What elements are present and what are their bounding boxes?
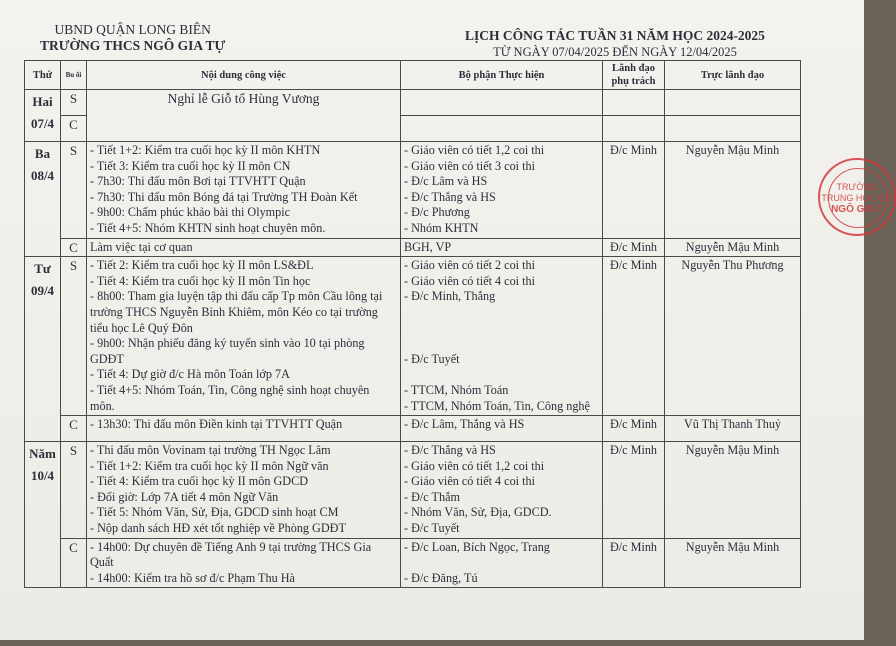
content-cell: Làm việc tại cơ quan: [87, 238, 401, 257]
dept-line: - Đ/c Tuyết: [404, 521, 460, 536]
table-row: [25, 238, 801, 257]
day-date: 08/4: [30, 168, 55, 183]
task-line: - Tiết 4+5: Nhóm KHTN sinh hoạt chuyên môn.: [90, 220, 326, 235]
dept-line: [404, 321, 599, 337]
dept-line: - Đ/c Minh, Thắng: [404, 289, 496, 304]
task-line: - Tiết 4: Dự giờ đ/c Hà môn Toán lớp 7A: [90, 367, 290, 382]
schedule-table: [24, 60, 801, 588]
session-cell: C: [61, 538, 87, 588]
duty-cell: Nguyễn Mậu Minh: [665, 538, 801, 588]
duty-cell: Nguyễn Mậu Minh: [665, 142, 801, 239]
school-name: TRƯỜNG THCS NGÔ GIA TỰ: [40, 38, 226, 53]
content-cell: [87, 538, 401, 588]
table-row: [25, 142, 801, 239]
col-day: Thứ: [25, 61, 61, 90]
duty-cell: Vũ Thị Thanh Thuỷ: [665, 416, 801, 442]
session-cell: S: [61, 442, 87, 539]
duty-cell: Nguyễn Mậu Minh: [665, 442, 801, 539]
dept-cell: [401, 442, 603, 539]
dept-line: - TTCM, Nhóm Toán: [404, 382, 509, 397]
duty-cell: Nguyễn Mậu Minh: [665, 238, 801, 257]
dept-line: [404, 305, 599, 321]
task-line: - Tiết 5: Nhóm Văn, Sử, Địa, GDCD sinh hoạt CM: [90, 505, 339, 520]
task-line: - 8h00: Tham gia luyện tập thi đấu cấp Tp môn Cầu lông tại trường THCS Nguyễn Bỉnh Khiêm, môn Kéo co tại trường tiểu học Lê Quý Đôn: [90, 289, 383, 335]
task-line: - Thi đấu môn Vovinam tại trường TH Ngọc Lâm: [90, 443, 331, 458]
table-row: [25, 416, 801, 442]
task-line: - Tiết 3: Kiểm tra cuối học kỳ II môn CN: [90, 158, 291, 173]
dept-cell: - Đ/c Lâm, Thắng và HS: [401, 416, 603, 442]
content-cell: - 13h30: Thi đấu môn Điền kinh tại TTVHTT Quận: [87, 416, 401, 442]
task-line: - 9h00: Chấm phúc khảo bài thi Olympic: [90, 205, 291, 220]
dept-cell: [401, 90, 603, 116]
lead-cell: Đ/c Minh: [603, 257, 665, 416]
dept-cell: [401, 142, 603, 239]
lead-cell: Đ/c Minh: [603, 142, 665, 239]
day-cell: [25, 90, 61, 142]
task-line: - Tiết 4+5: Nhóm Toán, Tin, Công nghệ sinh hoạt chuyên môn.: [90, 382, 370, 413]
schedule-title: LỊCH CÔNG TÁC TUẦN 31 NĂM HỌC 2024-2025: [465, 28, 765, 43]
duty-cell: Nguyễn Thu Phương: [665, 257, 801, 416]
dept-line: - Đ/c Đăng, Tú: [404, 570, 478, 585]
lead-cell: Đ/c Minh: [603, 238, 665, 257]
dept-line: - Đ/c Thắm: [404, 489, 460, 504]
seal-inner-ring: [828, 168, 888, 228]
schedule-header: [455, 28, 775, 60]
day-cell: [25, 142, 61, 257]
day-name: Hai: [32, 94, 53, 109]
content-cell: [87, 442, 401, 539]
day-name: Ba: [34, 146, 51, 161]
content-cell: [87, 142, 401, 239]
session-cell: S: [61, 257, 87, 416]
dept-cell: [401, 538, 603, 588]
dept-line: - Đ/c Thắng và HS: [404, 443, 496, 458]
task-line: - Tiết 4: Kiểm tra cuối học kỳ II môn GDCD: [90, 474, 308, 489]
session-cell: C: [61, 416, 87, 442]
seal-school-name: NGÔ GIA T: [831, 204, 883, 215]
dept-line: - Đ/c Loan, Bích Ngọc, Trang: [404, 539, 550, 554]
dept-line: - TTCM, Nhóm Toán, Tin, Công nghệ: [404, 398, 590, 413]
dept-cell: BGH, VP: [401, 238, 603, 257]
day-date: 07/4: [30, 116, 55, 131]
lead-cell: [603, 116, 665, 142]
task-line: - Tiết 4: Kiểm tra cuối học kỳ II môn Tin học: [90, 273, 311, 288]
dept-line: - Nhóm KHTN: [404, 220, 479, 235]
dept-cell: [401, 116, 603, 142]
content-cell: Nghỉ lễ Giỗ tổ Hùng Vương: [87, 90, 401, 142]
day-date: 10/4: [30, 468, 55, 484]
dept-line: - Đ/c Phương: [404, 205, 470, 220]
seal-text: TRUNG HỌC CƠ: [821, 193, 893, 203]
day-cell: [25, 257, 61, 442]
day-date: 09/4: [30, 283, 55, 299]
duty-cell: [665, 90, 801, 116]
lead-cell: Đ/c Minh: [603, 538, 665, 588]
col-content: Nội dung công việc: [87, 61, 401, 90]
session-cell: S: [61, 142, 87, 239]
duty-cell: [665, 116, 801, 142]
header-row: [25, 61, 801, 90]
dept-line: - Nhóm Văn, Sử, Địa, GDCD.: [404, 505, 552, 520]
content-cell: [87, 257, 401, 416]
task-line: - Tiết 1+2: Kiểm tra cuối học kỳ II môn Ngữ văn: [90, 458, 329, 473]
day-name: Tư: [34, 261, 51, 277]
official-seal: [818, 158, 896, 236]
lead-cell: Đ/c Minh: [603, 442, 665, 539]
dept-line: - Giáo viên có tiết 3 coi thi: [404, 158, 535, 173]
dept-line: [404, 367, 599, 383]
dept-line: - Giáo viên có tiết 4 coi thi: [404, 273, 535, 288]
lead-cell: Đ/c Minh: [603, 416, 665, 442]
dept-cell: [401, 257, 603, 416]
lead-cell: [603, 90, 665, 116]
task-line: - 14h00: Dự chuyên đề Tiếng Anh 9 tại trường THCS Gia Quất: [90, 539, 372, 570]
table-row: [25, 257, 801, 416]
day-cell: [25, 442, 61, 588]
dept-line: - Giáo viên có tiết 1,2 coi thi: [404, 143, 545, 157]
task-line: - 14h00: Kiểm tra hồ sơ đ/c Phạm Thu Hà: [90, 570, 295, 585]
task-line: - 7h30: Thi đấu môn Bơi tại TTVHTT Quận: [90, 174, 306, 189]
task-line: - Nộp danh sách HĐ xét tốt nghiệp về Phòng GDĐT: [90, 521, 346, 536]
col-session: Bu ổi: [61, 61, 87, 90]
dept-line: - Đ/c Tuyết: [404, 351, 460, 366]
dept-line: - Giáo viên có tiết 2 coi thi: [404, 258, 535, 273]
dept-line: - Giáo viên có tiết 4 coi thi: [404, 474, 535, 489]
district-name: UBND QUẬN LONG BIÊN: [54, 22, 211, 37]
task-line: - 7h30: Thi đấu môn Bóng đá tại Trường TH Đoàn Kết: [90, 189, 358, 204]
session-cell: C: [61, 238, 87, 257]
col-lead: Lãnh đạo phụ trách: [603, 61, 665, 90]
table-row: [25, 90, 801, 116]
task-line: - Tiết 2: Kiểm tra cuối học kỳ II môn LS&ĐL: [90, 258, 314, 273]
dept-line: - Đ/c Lâm và HS: [404, 174, 488, 189]
table-row: [25, 442, 801, 539]
dept-line: - Giáo viên có tiết 1,2 coi thi: [404, 458, 545, 473]
dept-line: [404, 555, 599, 571]
school-header: [40, 22, 225, 54]
session-cell: S: [61, 90, 87, 116]
seal-text: TRƯỜNG: [836, 182, 878, 192]
session-cell: C: [61, 116, 87, 142]
dept-line: - Đ/c Thắng và HS: [404, 189, 496, 204]
table-row: [25, 538, 801, 588]
task-line: - Đổi giờ: Lớp 7A tiết 4 môn Ngữ Văn: [90, 489, 279, 504]
col-dept: Bộ phận Thực hiện: [401, 61, 603, 90]
dept-line: [404, 336, 599, 352]
task-line: - Tiết 1+2: Kiểm tra cuối học kỳ II môn KHTN: [90, 143, 321, 157]
task-line: - 9h00: Nhận phiếu đăng ký tuyển sinh vào 10 tại phòng GDĐT: [90, 336, 365, 366]
col-duty: Trực lãnh đạo: [665, 61, 801, 90]
day-name: Năm: [29, 446, 56, 462]
date-range: TỪ NGÀY 07/04/2025 ĐẾN NGÀY 12/04/2025: [493, 45, 737, 59]
